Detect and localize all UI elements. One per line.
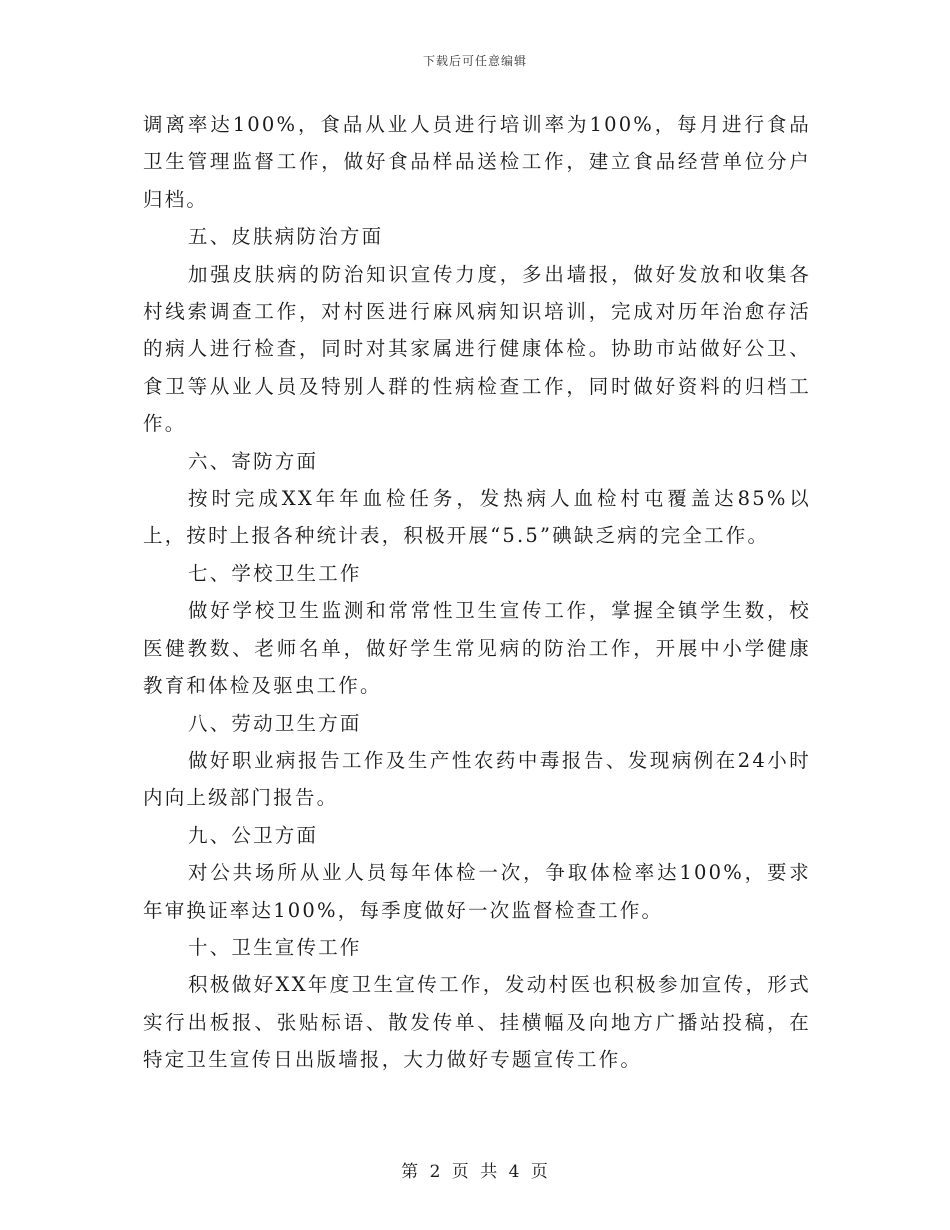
heading-health-publicity: 十、卫生宣传工作 (188, 935, 362, 959)
paragraph-health-publicity: 积极做好XX年度卫生宣传工作，发动村医也积极参加宣传，形式实行出板报、张贴标语、散发传单、挂横幅及向地方广播站投稿，在特定卫生宣传日出版墙报，大力做好专题宣传工作。 (143, 973, 811, 1072)
heading-skin-disease: 五、皮肤病防治方面 (188, 225, 384, 249)
heading-labor-hygiene: 八、劳动卫生方面 (188, 711, 362, 735)
paragraph-parasite-prevention: 按时完成XX年年血检任务，发热病人血检村屯覆盖达85%以上，按时上报各种统计表，积极开展“5.5”碘缺乏病的完全工作。 (143, 487, 811, 548)
document-body (143, 106, 811, 1079)
heading-parasite-prevention: 六、寄防方面 (188, 449, 319, 473)
heading-public-hygiene: 九、公卫方面 (188, 823, 319, 847)
paragraph-skin-disease: 加强皮肤病的防治知识宣传力度，多出墙报，做好发放和收集各村线索调查工作，对村医进行麻风病知识培训，完成对历年治愈存活的病人进行检查，同时对其家属进行健康体检。协助市站做好公卫、食卫等从业人员及特别人群的性病检查工作，同时做好资料的归档工作。 (143, 262, 811, 436)
paragraph-food-hygiene-tail: 调离率达100%，食品从业人员进行培训率为100%，每月进行食品卫生管理监督工作，做好食品样品送检工作，建立食品经营单位分户归档。 (143, 113, 811, 211)
paragraph-public-hygiene: 对公共场所从业人员每年体检一次，争取体检率达100%，要求年审换证率达100%，每季度做好一次监督检查工作。 (143, 861, 811, 922)
download-note: 下载后可任意编辑 (422, 54, 527, 68)
heading-school-hygiene: 七、学校卫生工作 (188, 561, 362, 585)
paragraph-labor-hygiene: 做好职业病报告工作及生产性农药中毒报告、发现病例在24小时内向上级部门报告。 (143, 748, 811, 810)
paragraph-school-hygiene: 做好学校卫生监测和常常性卫生宣传工作，掌握全镇学生数，校医健教数、老师名单，做好学生常见病的防治工作，开展中小学健康教育和体检及驱虫工作。 (143, 599, 811, 698)
page-number: 第 2 页 共 4 页 (401, 1162, 549, 1182)
